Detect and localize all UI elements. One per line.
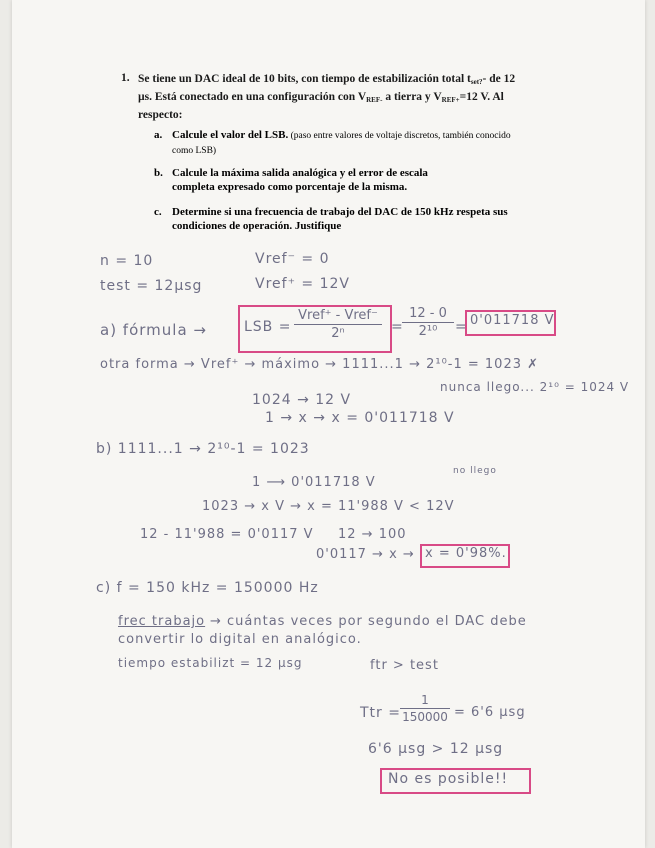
- hw-ttr-left: Ttr =: [360, 705, 401, 721]
- hw-test: test = 12µsg: [100, 278, 203, 294]
- hw-a-label: a) fórmula →: [100, 321, 207, 339]
- hw-frec-label: frec trabajo: [118, 614, 206, 629]
- hw-rule2: 1 → x → x = 0'011718 V: [265, 410, 455, 426]
- equals-sign: =: [391, 319, 404, 335]
- question-number: 1.: [121, 72, 130, 84]
- hw-tiempo: tiempo estabilizt = 12 µsg: [118, 656, 303, 670]
- hw-otra-forma: otra forma → Vref⁺ → máximo → 1111...1 → 2¹⁰-1 = 1023 ✗: [100, 357, 540, 372]
- hw-b-err2b: 0'0117 → x →: [316, 547, 415, 562]
- hw-b-rule1: 1 ⟶ 0'011718 V: [252, 475, 376, 490]
- hw-n: n = 10: [100, 253, 154, 269]
- item-a: a. Calcule el valor del LSB. (paso entre valores de voltaje discretos, también conocido como LSB): [154, 129, 511, 156]
- calc-fraction: 12 - 0 2¹⁰: [402, 306, 454, 339]
- hw-b-rule2: 1023 → x V → x = 11'988 V < 12V: [202, 499, 455, 514]
- item-c: c. Determine si una frecuencia de trabajo del DAC de 150 kHz respeta sus condiciones de operación. Justifique: [154, 206, 508, 232]
- hw-lsb-left: LSB =: [244, 319, 292, 335]
- hw-ftr: ftr > test: [370, 658, 439, 673]
- hw-b-err2a: 12 → 100: [338, 527, 407, 542]
- equals-sign-2: =: [455, 319, 468, 335]
- hw-no-llego: no llego: [453, 466, 497, 476]
- hw-rule1: 1024 → 12 V: [252, 392, 352, 408]
- hw-nunca-llego: nunca llego... 2¹⁰ = 1024 V: [440, 380, 630, 394]
- hw-vref-plus: Vref⁺ = 12V: [255, 276, 350, 292]
- hw-b-result: x = 0'98%.: [425, 546, 507, 561]
- lsb-fraction: Vref⁺ - Vref⁻ 2ⁿ: [294, 308, 382, 341]
- hw-frec-def2: convertir lo digital en analógico.: [118, 632, 362, 647]
- hw-b-line: b) 1111...1 → 2¹⁰-1 = 1023: [96, 441, 310, 457]
- ttr-fraction: 1 150000: [400, 693, 450, 724]
- item-b: b. Calcule la máxima salida analógica y el error de escala completa expresado como porcentaje de la misma.: [154, 167, 428, 193]
- hw-compare: 6'6 µsg > 12 µsg: [368, 741, 504, 757]
- question-stem: Se tiene un DAC ideal de 10 bits, con tiempo de estabilización total $t_{set?}-$ de 12 µs. Está conectado en una configuración con $V_{REF-}$ a tierra y $V_{REF+}=12$ V. Al respecto:: [138, 73, 516, 121]
- hw-a-result: 0'011718 V: [470, 313, 555, 328]
- hw-b-err1: 12 - 11'988 = 0'0117 V: [140, 527, 314, 542]
- hw-ttr-res: = 6'6 µsg: [454, 705, 526, 720]
- hw-frec-def1: → cuántas veces por segundo el DAC debe: [210, 614, 527, 629]
- hw-c-line: c) f = 150 kHz = 150000 Hz: [96, 580, 319, 596]
- hw-c-result: No es posible!!: [388, 771, 509, 787]
- hw-vref-minus: Vref⁻ = 0: [255, 251, 330, 267]
